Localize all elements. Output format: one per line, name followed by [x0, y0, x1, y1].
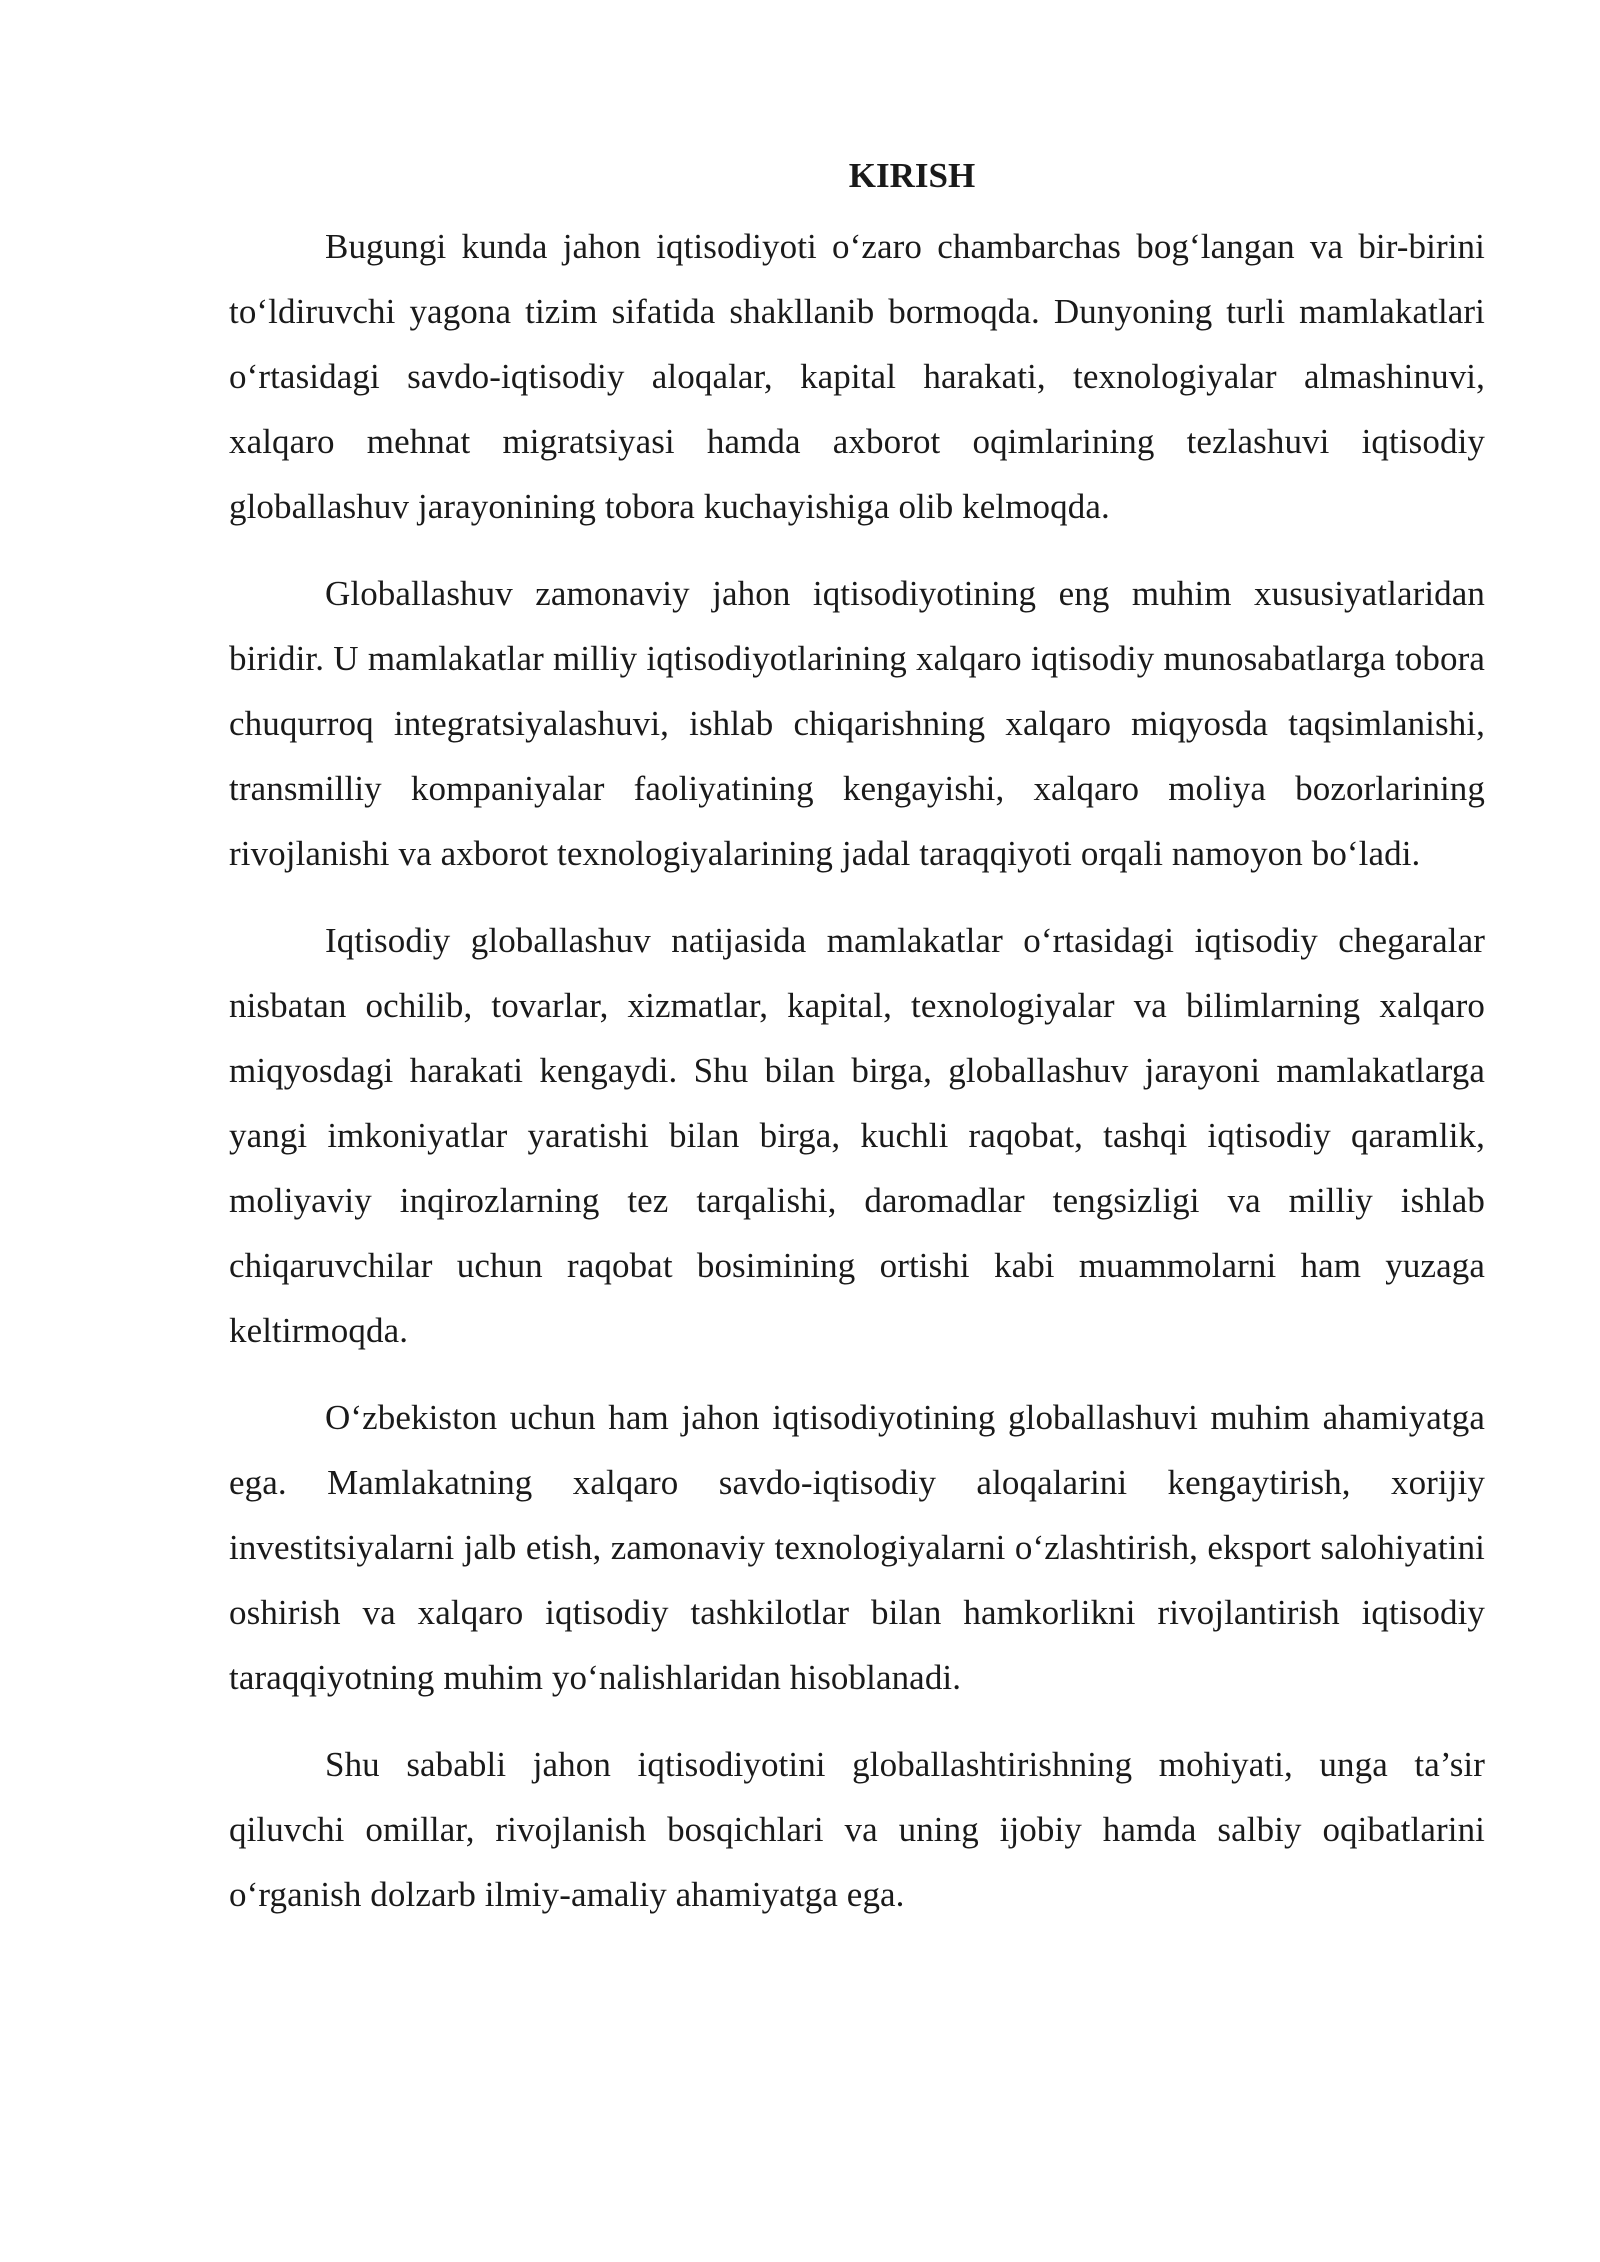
paragraph-2: Globallashuv zamonaviy jahon iqtisodiyotining eng muhim xususiyatlaridan biridir. U mamlakatlar milliy iqtisodiyotlarining xalqaro iqtisodiy munosabatlarga tobora chuqurroq integratsiyalashuvi, ishlab chiqarishning xalqaro miqyosda taqsimlanishi, transmilliy kompaniyalar faoliyatining kengayishi, xalqaro moliya bozorlarining rivojlanishi va axborot texnologiyalarining jadal taraqqiyoti orqali namoyon bo‘ladi. [229, 574, 1485, 873]
paragraph-1: Bugungi kunda jahon iqtisodiyoti o‘zaro chambarchas bog‘langan va bir-birini to‘ldiruvchi yagona tizim sifatida shakllanib bormoqda. Dunyoning turli mamlakatlari o‘rtasidagi savdo-iqtisodiy aloqalar, kapital harakati, texnologiyalar almashinuvi, xalqaro mehnat migratsiyasi hamda axborot oqimlarining tezlashuvi iqtisodiy globallashuv jarayonining tobora kuchayishiga olib kelmoqda. [229, 227, 1485, 526]
page-title: KIRISH [848, 156, 976, 195]
document-body [229, 148, 1485, 1949]
paragraph-4: O‘zbekiston uchun ham jahon iqtisodiyotining globallashuvi muhim ahamiyatga ega. Mamlakatning xalqaro savdo-iqtisodiy aloqalarini kengaytirish, xorijiy investitsiyalarni jalb etish, zamonaviy texnologiyalarni o‘zlashtirish, eksport salohiyatini oshirish va xalqaro iqtisodiy tashkilotlar bilan hamkorlikni rivojlantirish iqtisodiy taraqqiyotning muhim yo‘nalishlaridan hisoblanadi. [229, 1398, 1485, 1697]
paragraph-5: Shu sababli jahon iqtisodiyotini globallashtirishning mohiyati, unga ta’sir qiluvchi omillar, rivojlanish bosqichlari va uning ijobiy hamda salbiy oqibatlarini o‘rganish dolzarb ilmiy-amaliy ahamiyatga ega. [229, 1745, 1485, 1914]
paragraph-3: Iqtisodiy globallashuv natijasida mamlakatlar o‘rtasidagi iqtisodiy chegaralar nisbatan ochilib, tovarlar, xizmatlar, kapital, texnologiyalar va bilimlarning xalqaro miqyosdagi harakati kengaydi. Shu bilan birga, globallashuv jarayoni mamlakatlarga yangi imkoniyatlar yaratishi bilan birga, kuchli raqobat, tashqi iqtisodiy qaramlik, moliyaviy inqirozlarning tez tarqalishi, daromadlar tengsizligi va milliy ishlab chiqaruvchilar uchun raqobat bosimining ortishi kabi muammolarni ham yuzaga keltirmoqda. [229, 921, 1485, 1350]
